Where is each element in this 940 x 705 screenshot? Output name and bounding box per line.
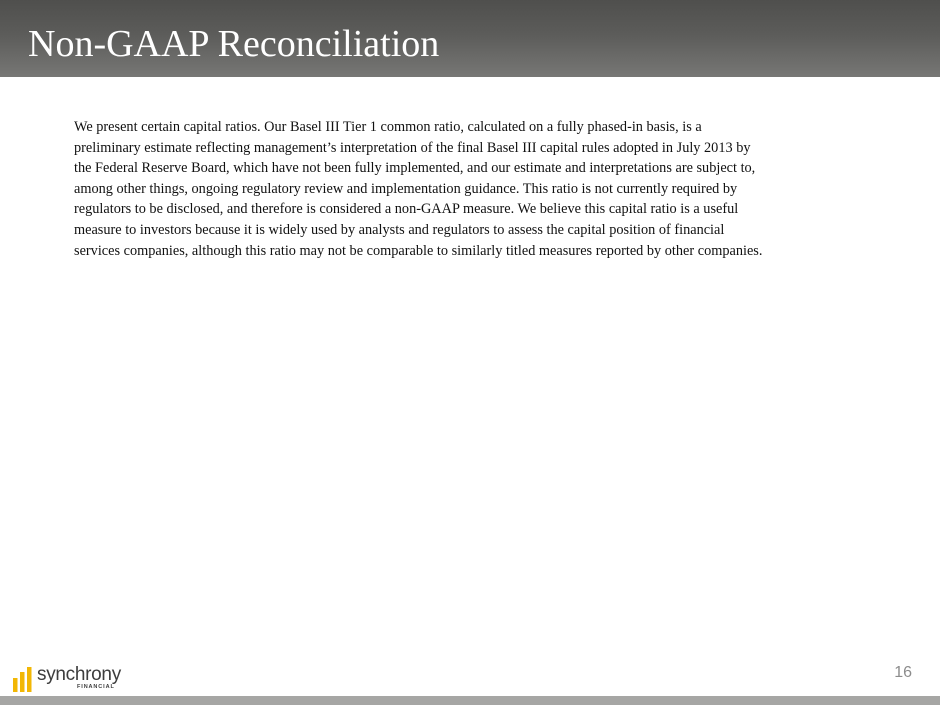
logo-wordmark: synchrony bbox=[37, 664, 121, 685]
page-number: 16 bbox=[894, 664, 912, 681]
synchrony-logo bbox=[13, 662, 138, 694]
logo-subtitle: FINANCIAL bbox=[77, 684, 115, 690]
body-line: services companies, although this ratio may not be comparable to similarly titled measures reported by other companies. bbox=[74, 242, 763, 259]
body-line: among other things, ongoing regulatory review and implementation guidance. This ratio is not currently required by bbox=[74, 180, 738, 197]
body-line: measure to investors because it is widely used by analysts and regulators to assess the capital position of financial bbox=[74, 221, 725, 238]
page-title: Non-GAAP Reconciliation bbox=[28, 23, 440, 65]
title-bar bbox=[0, 0, 940, 77]
logo-bar-2 bbox=[20, 672, 25, 692]
body-line: the Federal Reserve Board, which have not been fully implemented, and our estimate and interpretations are subject to, bbox=[74, 160, 756, 177]
body-line: We present certain capital ratios. Our Basel III Tier 1 common ratio, calculated on a fully phased-in basis, is a bbox=[74, 119, 702, 135]
body-paragraph bbox=[74, 117, 864, 261]
body-line: regulators to be disclosed, and therefore is considered a non-GAAP measure. We believe this capital ratio is a useful bbox=[74, 201, 739, 218]
synchrony-bars-icon bbox=[13, 667, 33, 692]
logo-bar-1 bbox=[13, 678, 18, 692]
footer-bar bbox=[0, 696, 940, 705]
body-line: preliminary estimate reflecting management’s interpretation of the final Basel III capital rules adopted in July 2013 by bbox=[74, 139, 751, 156]
logo-bar-3 bbox=[27, 667, 32, 692]
